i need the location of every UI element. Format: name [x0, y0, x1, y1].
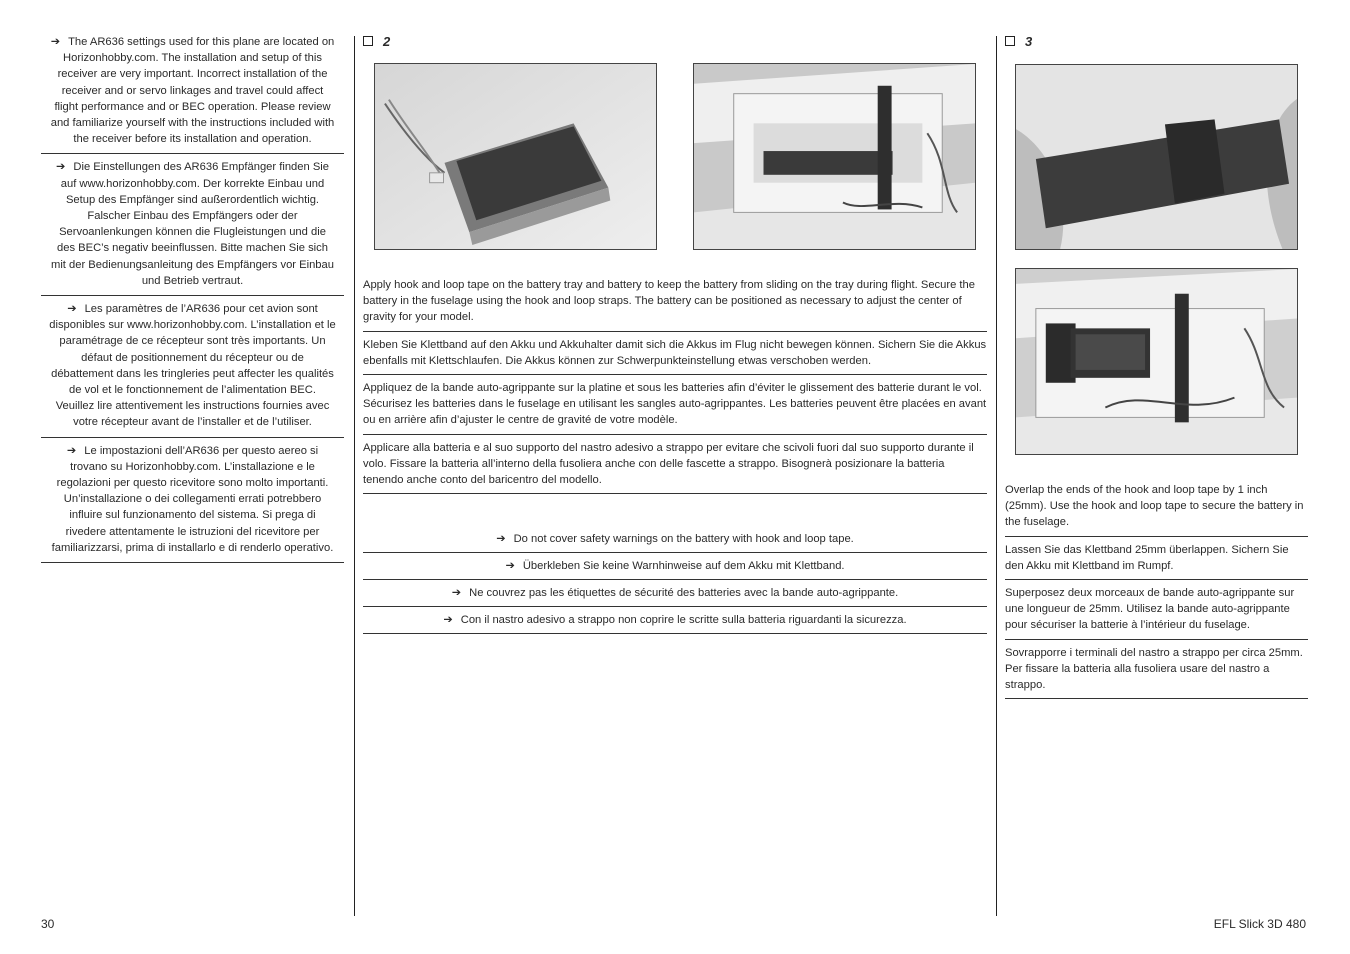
step-checkbox[interactable] — [1005, 36, 1015, 46]
note-it-text: Le impostazioni dell’AR636 per questo aereo si trovano su Horizonhobby.com. L’installazione e le regolazioni per questo ricevitore sono molto importanti. Un’installazione o dei collegamenti errati potrebbero influire sul funzionamento del sistema. Si prega di rivedere attentamente le istruzioni del ricevitore per familiarizzarsi, prima di installarlo e di renderlo operativo. — [51, 444, 334, 554]
step-2-it: Applicare alla batteria e al suo supporto del nastro adesivo a strappo per evitare che scivoli fuori dal suo supporto durante il volo. Fissare la batteria all’interno della fusoliera anche con delle fascette a strappo. Bisognerà posizionare la batteria tenendo anche conto del baricentro del modello. — [363, 440, 987, 495]
step-checkbox[interactable] — [363, 36, 373, 46]
fuselage-battery-photo — [693, 63, 976, 250]
warning-it — [363, 612, 987, 634]
step-2-en: Apply hook and loop tape on the battery tray and battery to keep the battery from sliding on the tray during flight. Secure the battery in the fuselage using the hook and loop straps. The battery can be positioned as necessary to adjust the center of gravity for your model. — [363, 277, 987, 332]
arrow-icon: ➔ — [505, 560, 515, 572]
warning-de-text: Überkleben Sie keine Warnhinweise auf dem Akku mit Klettband. — [522, 560, 845, 572]
note-de-text: Die Einstellungen des AR636 Empfänger finden Sie auf www.horizonhobby.com. Der korrekte Einbau und Setup des Empfänger sind außerordentlich wichtig. Falscher Einbau des Empfängers oder der Servoanlenkungen können die Flugleistungen und die des BEC’s negativ beeinflussen. Bitte machen Sie sich mit der Bedienungsanleitung des Empfängers vor Einbau und Betrieb vertraut. — [51, 161, 334, 287]
step-2-header — [363, 34, 390, 49]
note-fr-text: Les paramètres de l’AR636 pour cet avion sont disponibles sur www.horizonhobby.com. L’installation et le paramétrage de ce récepteur sont très importants. Un défaut de positionnement du récepteur ou de débattement dans les tringleries peut affecter les qualités de vol et le fonctionnement de l’alimentation BEC. Veuillez lire attentivement les instructions fournies avec votre récepteur avant de l’installer et de l’utiliser. — [49, 303, 336, 429]
step-2-instructions — [363, 277, 987, 499]
step-3-en: Overlap the ends of the hook and loop tape by 1 inch (25mm). Use the hook and loop tape to secure the battery in the fuselage. — [1005, 482, 1308, 537]
warning-en — [363, 531, 987, 553]
column-divider-right — [996, 36, 997, 916]
note-it — [41, 443, 344, 563]
arrow-icon: ➔ — [443, 614, 453, 626]
arrow-icon: ➔ — [56, 161, 66, 174]
warning-fr — [363, 585, 987, 607]
product-name: EFL Slick 3D 480 — [1213, 917, 1306, 931]
step-2-number: 2 — [383, 34, 391, 49]
warning-fr-text: Ne couvrez pas les étiquettes de sécurité des batteries avec la bande auto-agrippante. — [469, 587, 899, 599]
arrow-icon: ➔ — [50, 36, 61, 48]
step-3-it: Sovrapporre i terminali del nastro a strappo per circa 25mm. Per fissare la batteria alla fusoliera usare del nastro a strappo. — [1005, 645, 1308, 700]
warning-it-text: Con il nastro adesivo a strappo non coprire le scritte sulla batteria riguardanti la sicurezza. — [460, 614, 907, 626]
note-de — [41, 159, 344, 296]
warning-de — [363, 558, 987, 580]
warning-en-text: Do not cover safety warnings on the battery with hook and loop tape. — [513, 533, 854, 545]
receiver-notes — [41, 34, 344, 568]
step-3-number: 3 — [1025, 34, 1033, 49]
page-number: 30 — [41, 917, 55, 931]
arrow-icon: ➔ — [66, 444, 77, 457]
column-divider-left — [354, 36, 355, 916]
step-2-fr: Appliquez de la bande auto-agrippante sur la platine et sous les batteries afin d’éviter le glissement des batterie durant le vol. Sécurisez les batteries dans le fuselage en utilisant les sangles auto-agrippantes. Les batteries peuvent être placées en avant ou en arrière afin d’ajuster le centre de gravité de votre modèle. — [363, 380, 987, 435]
safety-warnings — [363, 531, 987, 639]
step-3-header — [1005, 34, 1032, 49]
note-en — [41, 34, 344, 154]
step-3-instructions — [1005, 482, 1308, 704]
step-3-fr: Superposez deux morceaux de bande auto-agrippante sur une longueur de 25mm. Utilisez la bande auto-agrippante pour sécuriser la batterie à l’intérieur du fuselage. — [1005, 585, 1308, 640]
fuselage-receiver-photo — [1015, 268, 1298, 455]
step-3-de: Lassen Sie das Klettband 25mm überlappen. Sichern Sie den Akku mit Klettband im Rumpf. — [1005, 542, 1308, 580]
step-2-de: Kleben Sie Klettband auf den Akku und Akkuhalter damit sich die Akkus im Flug nicht bewegen können. Sichern Sie die Akkus ebenfalls mit Klettschlaufen. Die Akkus können zur Schwerpunkteinstellung etwas verschoben werden. — [363, 337, 987, 375]
arrow-icon: ➔ — [67, 303, 77, 316]
note-en-text: The AR636 settings used for this plane are located on Horizonhobby.com. The installation and setup of this receiver are very important. Incorrect installation of the receiver and or servo linkages and travel could affect flight performance and or BEC operation. Please review and familiarize yourself with the instructions included with the receiver before its installation and operation. — [50, 36, 335, 146]
battery-photo — [374, 63, 657, 250]
strap-overlap-photo — [1015, 64, 1298, 250]
note-fr — [41, 301, 344, 438]
arrow-icon: ➔ — [451, 587, 462, 599]
arrow-icon: ➔ — [496, 533, 506, 545]
